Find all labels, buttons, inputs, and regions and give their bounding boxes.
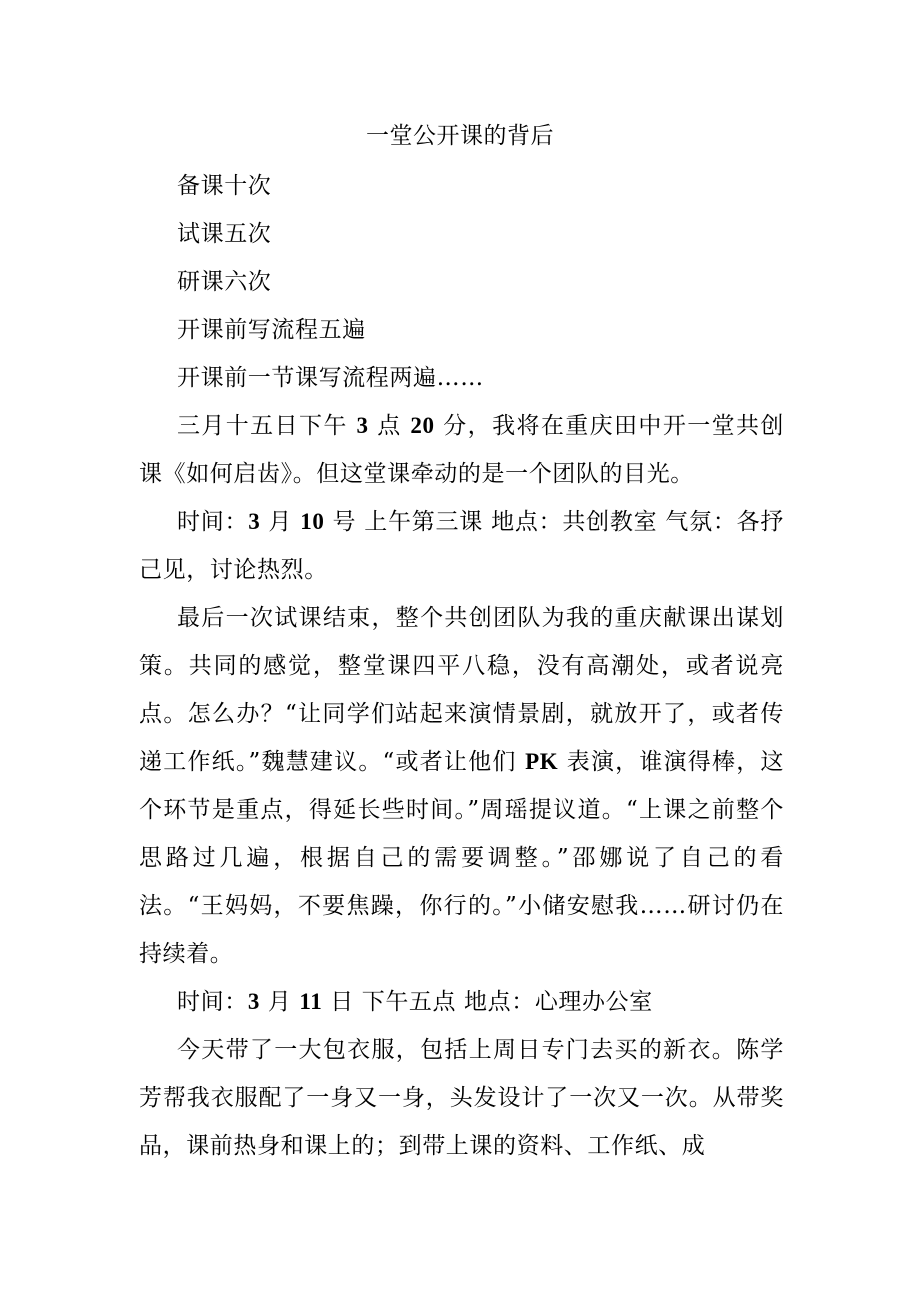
list-line-1: 备课十次 <box>177 173 272 199</box>
paragraph-preparation: 今天带了一大包衣服，包括上周日专门去买的新衣。陈学芳帮我衣服配了一身又一身，头发设计了一次又一次。从带奖品，课前热身和课上的；到带上课的资料、工作纸、成 <box>139 1037 784 1159</box>
document-body <box>139 162 784 1170</box>
paragraph-discussion: 最后一次试课结束，整个共创团队为我的重庆献课出谋划策。共同的感觉，整堂课四平八稳，没有高潮处，或者说亮点。怎么办？“让同学们站起来演情景剧，就放开了，或者传递工作纸。”魏慧建议。“或者让他们 PK 表演，谁演得棒，这个环节是重点，得延长些时间。”周瑶提议道。“上课之前整个思路过几遍，根据自己的需要调整。”邵娜说了自己的看法。“王妈妈，不要焦躁，你行的。”小储安慰我……研讨仍在持续着。 <box>139 605 784 967</box>
list-line-2: 试课五次 <box>177 221 272 247</box>
paragraph-meeting-1-header: 时间：3 月 10 号 上午第三课 地点：共创教室 气氛：各抒己见，讨论热烈。 <box>139 509 784 583</box>
list-line-3: 研课六次 <box>177 269 272 295</box>
list-line-4: 开课前写流程五遍 <box>177 317 366 343</box>
document-title: 一堂公开课的背后 <box>366 123 554 149</box>
list-line-5: 开课前一节课写流程两遍…… <box>177 365 484 391</box>
paragraph-meeting-2-header: 时间：3 月 11 日 下午五点 地点：心理办公室 <box>177 989 653 1015</box>
paragraph-intro: 三月十五日下午 3 点 20 分，我将在重庆田中开一堂共创课《如何启齿》。但这堂课牵动的是一个团队的目光。 <box>139 413 784 487</box>
